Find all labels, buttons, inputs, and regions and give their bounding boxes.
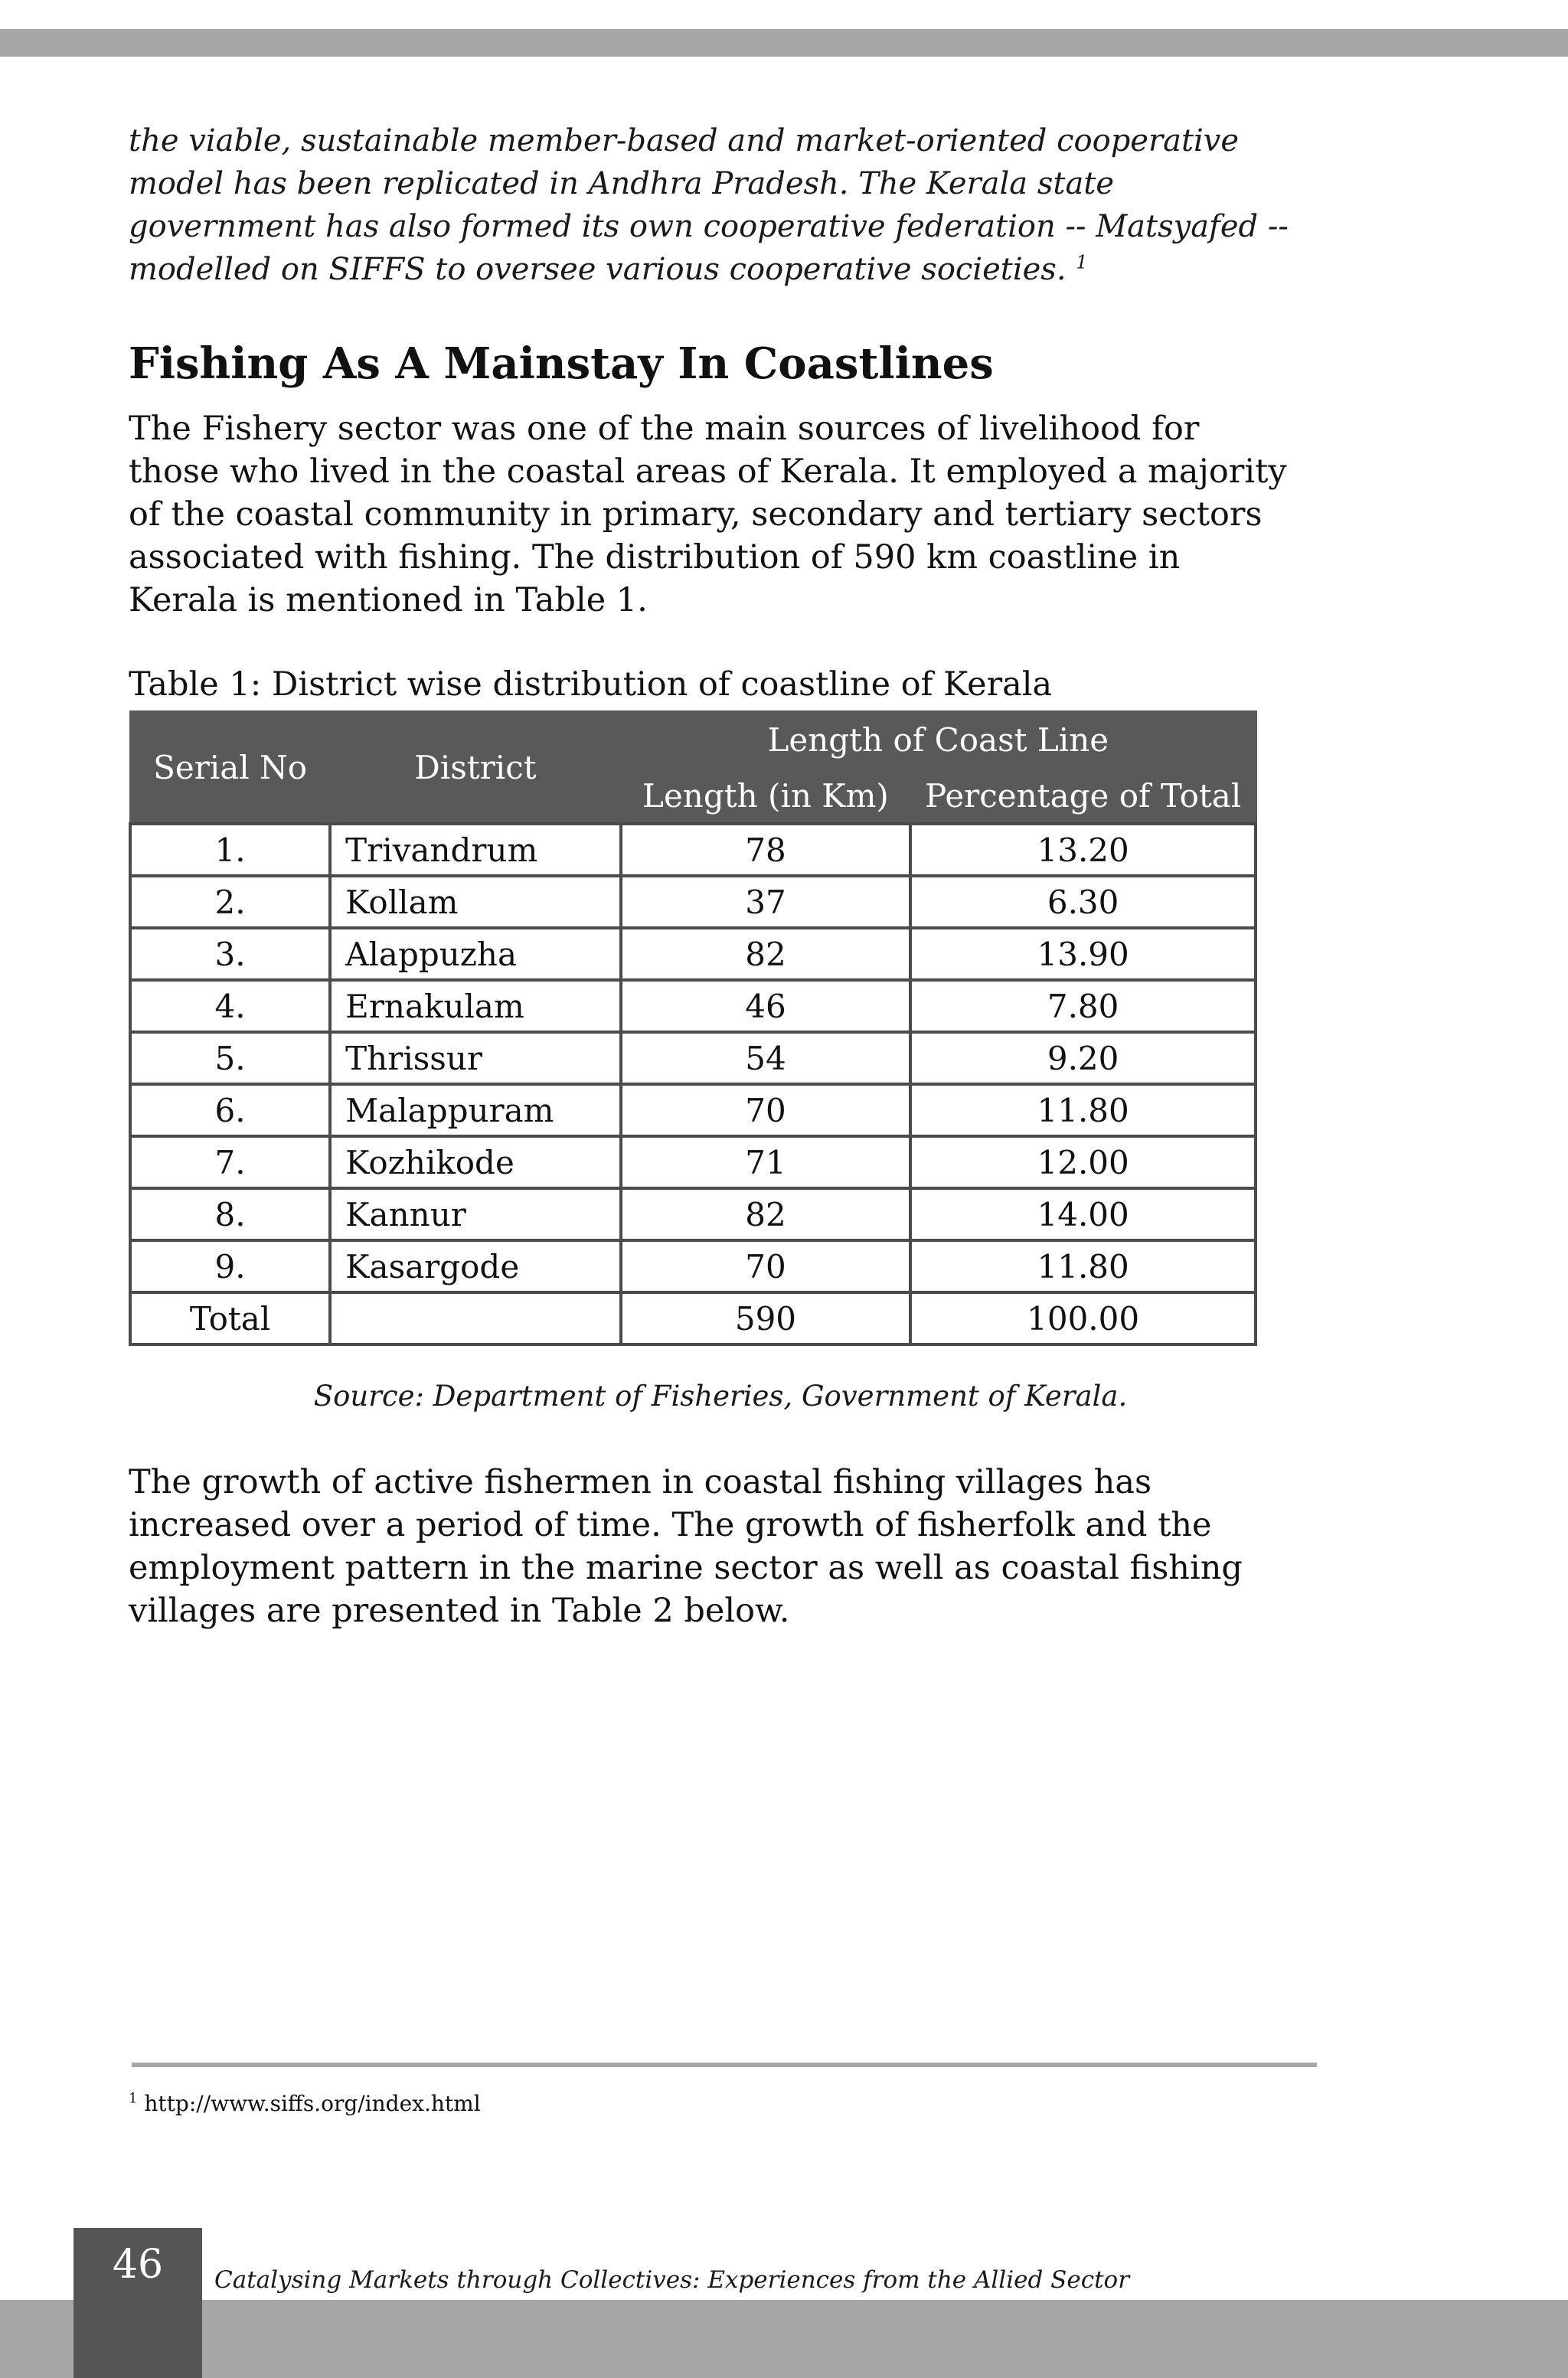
district-cell: Thrissur <box>330 1032 620 1084</box>
district-cell: Kozhikode <box>330 1136 620 1188</box>
total-percentage-cell: 100.00 <box>910 1292 1256 1344</box>
percentage-cell: 13.90 <box>910 928 1256 980</box>
top-decorative-bar <box>0 29 1568 57</box>
page-number: 46 <box>112 2242 164 2288</box>
serial-cell: 3. <box>130 928 330 980</box>
intro-text: the viable, sustainable member-based and market-oriented cooperative model has been replicated in Andhra Pradesh. The Kerala state government has also formed its own cooperative federation -- Matsyafed -- modelled on SIFFS to oversee various cooperative societies. <box>129 123 1289 287</box>
district-cell: Kasargode <box>330 1240 620 1292</box>
percentage-cell: 6.30 <box>910 876 1256 928</box>
district-cell: Trivandrum <box>330 824 620 876</box>
table-source: Source: Department of Fisheries, Government of Kerala. <box>313 1380 1128 1413</box>
percentage-cell: 11.80 <box>910 1240 1256 1292</box>
length-cell: 70 <box>621 1084 911 1136</box>
length-cell: 46 <box>621 980 911 1032</box>
length-cell: 37 <box>621 876 911 928</box>
table-row <box>130 824 1256 876</box>
table-row <box>130 876 1256 928</box>
footnote-link[interactable]: http://www.siffs.org/index.html <box>144 2091 481 2116</box>
serial-cell: 5. <box>130 1032 330 1084</box>
percentage-cell: 11.80 <box>910 1084 1256 1136</box>
header-percentage: Percentage of Total <box>910 768 1256 825</box>
table-row <box>130 1240 1256 1292</box>
percentage-cell: 13.20 <box>910 824 1256 876</box>
table-total-row <box>130 1292 1256 1344</box>
body-paragraph-1: The Fishery sector was one of the main sources of livelihood for those who lived in the coastal areas of Kerala. It employed a majority of the coastal community in primary, secondary and tertiary sectors associated with fishing. The distribution of 590 km coastline in Kerala is mentioned in Table 1. <box>129 410 1287 619</box>
district-cell: Alappuzha <box>330 928 620 980</box>
total-label-cell: Total <box>130 1292 330 1344</box>
serial-cell: 4. <box>130 980 330 1032</box>
serial-cell: 9. <box>130 1240 330 1292</box>
table-row <box>130 1084 1256 1136</box>
total-length-cell: 590 <box>621 1292 911 1344</box>
table-row <box>130 1136 1256 1188</box>
footnote-number: 1 <box>129 2090 138 2107</box>
coastline-table <box>129 710 1257 1346</box>
district-cell: Ernakulam <box>330 980 620 1032</box>
district-cell: Malappuram <box>330 1084 620 1136</box>
serial-cell: 7. <box>130 1136 330 1188</box>
length-cell: 71 <box>621 1136 911 1188</box>
district-cell: Kannur <box>330 1188 620 1240</box>
footnote <box>129 2089 481 2119</box>
percentage-cell: 7.80 <box>910 980 1256 1032</box>
running-footer-title: Catalysing Markets through Collectives: Experiences from the Allied Sector <box>214 2266 1130 2294</box>
section-heading: Fishing As A Mainstay In Coastlines <box>129 338 994 389</box>
footnote-divider <box>132 2063 1317 2067</box>
table-caption: Table 1: District wise distribution of coastline of Kerala <box>129 665 1053 704</box>
table-row <box>130 980 1256 1032</box>
length-cell: 78 <box>621 824 911 876</box>
footnote-reference: 1 <box>1076 251 1088 273</box>
district-cell: Kollam <box>330 876 620 928</box>
table-row <box>130 928 1256 980</box>
serial-cell: 8. <box>130 1188 330 1240</box>
percentage-cell: 14.00 <box>910 1188 1256 1240</box>
length-cell: 54 <box>621 1032 911 1084</box>
bottom-decorative-bar <box>0 2300 1568 2378</box>
length-cell: 82 <box>621 1188 911 1240</box>
serial-cell: 2. <box>130 876 330 928</box>
header-length-km: Length (in Km) <box>621 768 911 825</box>
percentage-cell: 9.20 <box>910 1032 1256 1084</box>
table-row <box>130 1032 1256 1084</box>
serial-cell: 6. <box>130 1084 330 1136</box>
total-district-cell <box>330 1292 620 1344</box>
percentage-cell: 12.00 <box>910 1136 1256 1188</box>
length-cell: 82 <box>621 928 911 980</box>
body-paragraph-2: The growth of active fishermen in coastal fishing villages has increased over a period of time. The growth of fisherfolk and the employment pattern in the marine sector as well as coastal fishing villages are presented in Table 2 below. <box>129 1463 1243 1630</box>
intro-paragraph <box>129 119 1308 291</box>
header-length-of-coast-line: Length of Coast Line <box>621 712 1256 768</box>
header-district: District <box>330 712 620 825</box>
table-row <box>130 1188 1256 1240</box>
header-serial-no: Serial No <box>130 712 330 825</box>
length-cell: 70 <box>621 1240 911 1292</box>
serial-cell: 1. <box>130 824 330 876</box>
